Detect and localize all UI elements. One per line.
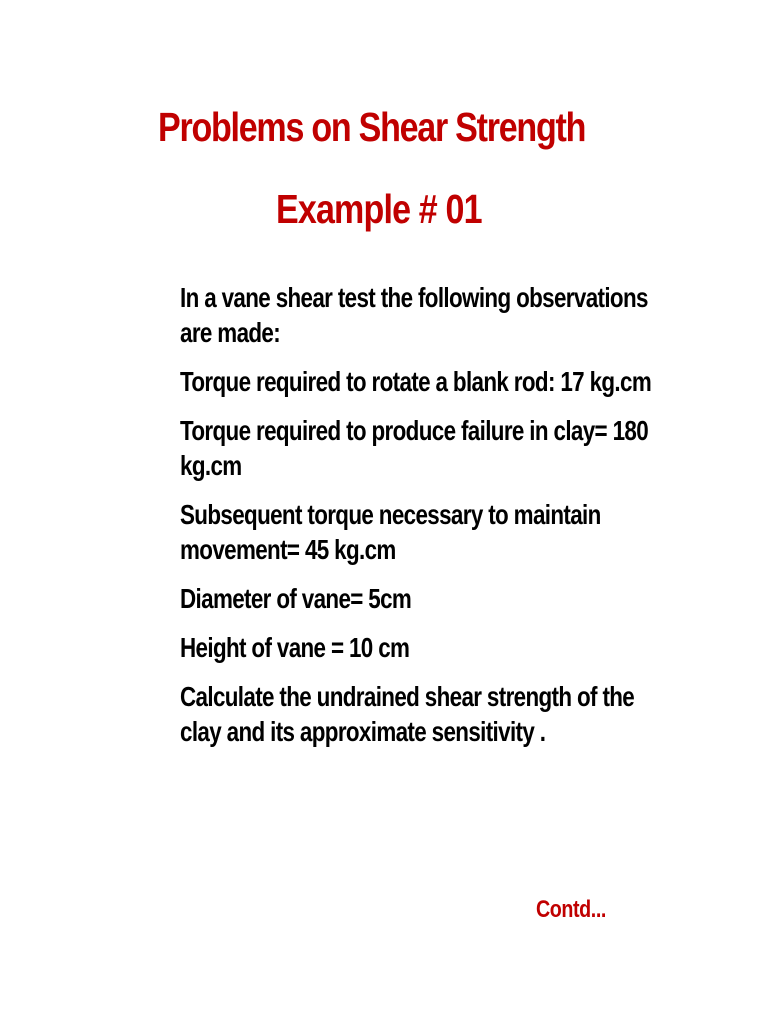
vane-height xyxy=(180,630,596,665)
subsequent-torque xyxy=(180,497,601,567)
text-line: are made: xyxy=(180,317,281,348)
text-line: Calculate the undrained shear strength of the xyxy=(180,681,635,712)
text-line: movement= 45 kg.cm xyxy=(180,534,396,565)
continued-label: Contd... xyxy=(536,896,606,923)
text-line: Diameter of vane= 5cm xyxy=(180,583,412,614)
text-line: Subsequent torque necessary to maintain xyxy=(180,499,601,530)
slide-title: Problems on Shear Strength xyxy=(158,104,586,150)
failure-torque xyxy=(180,413,649,483)
text-line: Torque required to rotate a blank rod: 17 kg.cm xyxy=(180,366,652,397)
example-number: Example # 01 xyxy=(276,186,482,232)
vane-diameter xyxy=(180,581,596,616)
text-line: In a vane shear test the following observations xyxy=(180,282,648,313)
text-line: clay and its approximate sensitivity . xyxy=(180,716,546,747)
text-line: Torque required to produce failure in clay= 180 xyxy=(180,415,649,446)
text-line: Height of vane = 10 cm xyxy=(180,632,410,663)
problem-statement xyxy=(180,280,652,749)
calculation-task xyxy=(180,679,635,749)
observation-intro xyxy=(180,280,648,350)
blank-rod-torque xyxy=(180,364,652,399)
text-line: kg.cm xyxy=(180,450,242,481)
